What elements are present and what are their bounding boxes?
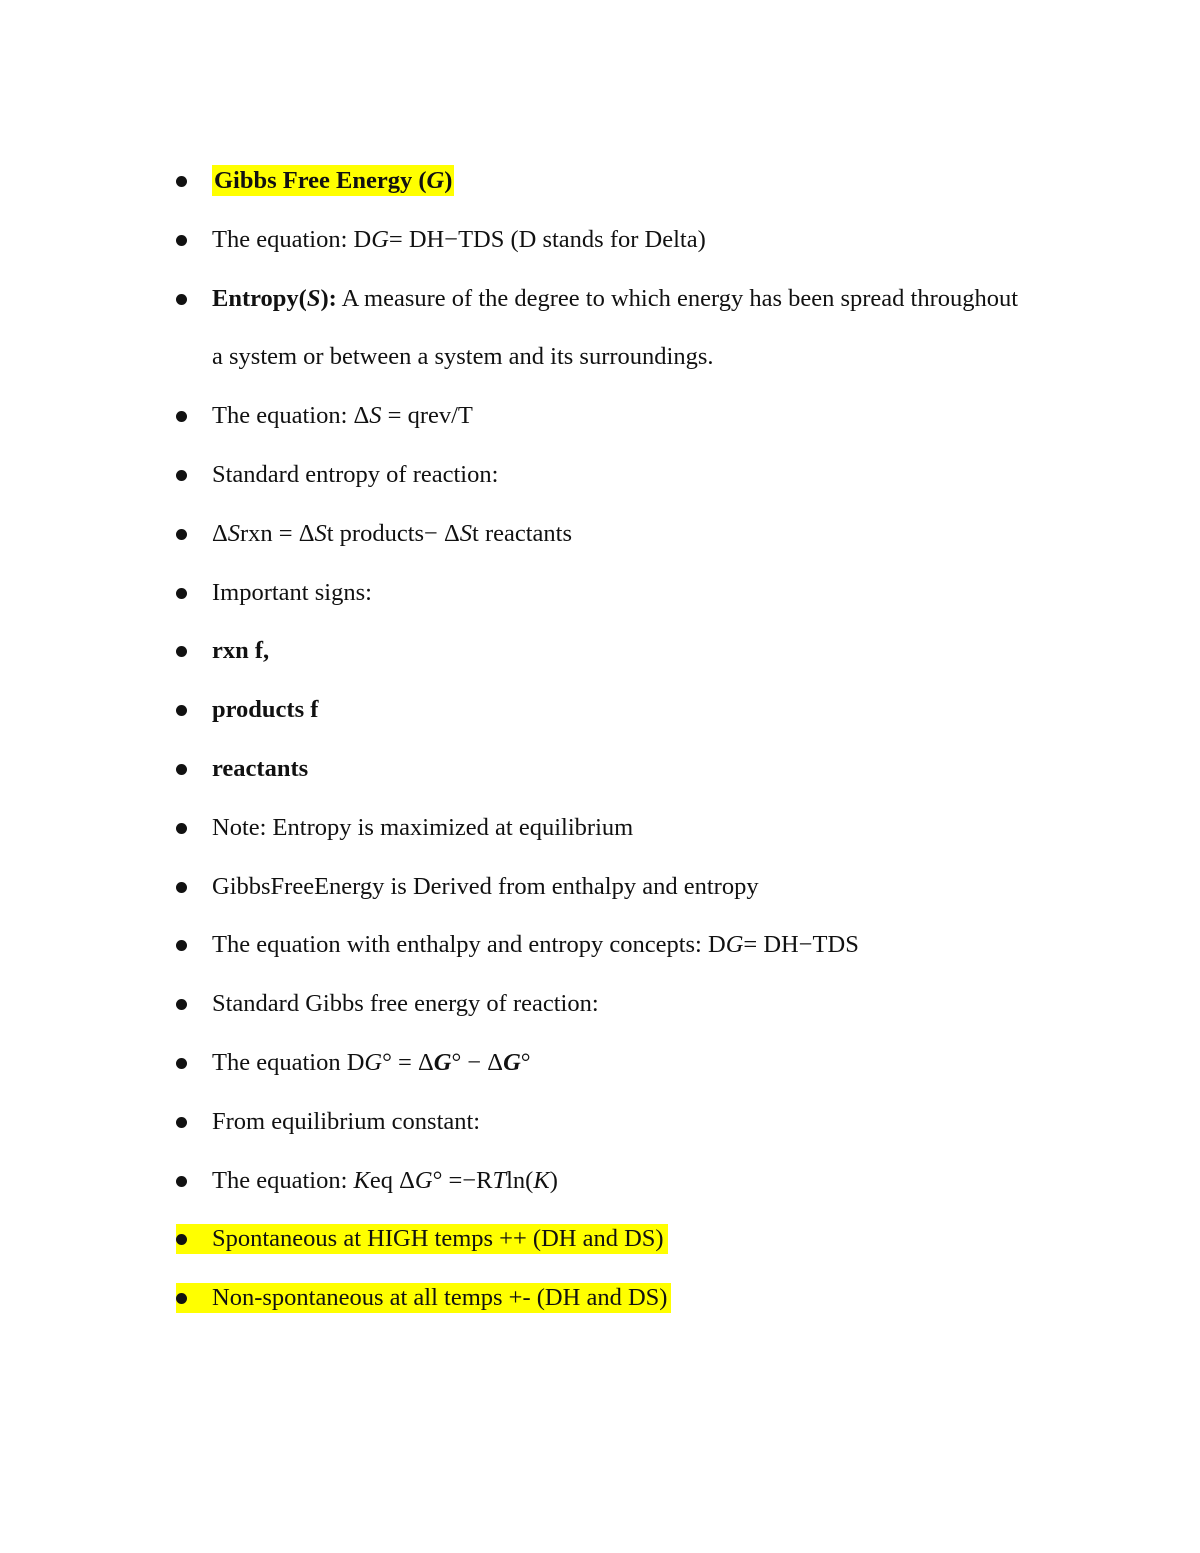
bullet-icon (176, 705, 187, 716)
bullet-icon (176, 470, 187, 481)
list-item-non-spontaneous (176, 1269, 1076, 1328)
list-item-rxn: rxn f, (176, 622, 1076, 681)
list-item-keq-equation: The equation: Keq ΔG° =−RTln(K) (176, 1152, 1076, 1211)
list-item-standard-entropy: Standard entropy of reaction: (176, 446, 1076, 505)
bullet-icon (176, 764, 187, 775)
highlighted-row: Spontaneous at HIGH temps ++ (DH and DS) (176, 1224, 668, 1254)
bullet-icon (176, 529, 187, 540)
list-item-equilibrium-constant: From equilibrium constant: (176, 1093, 1076, 1152)
list-item-entropy-reaction-equation: ΔSrxn = ΔSt products− ΔSt reactants (176, 505, 1076, 564)
bullet-icon (176, 1058, 187, 1069)
bullet-icon (176, 1234, 187, 1245)
bullet-icon (176, 411, 187, 422)
bullet-icon (176, 235, 187, 246)
bullet-icon (176, 294, 187, 305)
bullet-icon (176, 1176, 187, 1187)
list-item-spontaneous-high (176, 1210, 1076, 1269)
list-item-entropy-continuation: a system or between a system and its surroundings. (212, 343, 714, 371)
list-item-enthalpy-entropy-equation: The equation with enthalpy and entropy concepts: DG= DH−TDS (176, 916, 1076, 975)
list-item-gibbs-equation: The equation: DG= DH−TDS (D stands for Delta) (176, 211, 1076, 270)
list-item-entropy-definition: Entropy(S): A measure of the degree to which energy has been spread throughout (176, 270, 1076, 329)
bullet-icon (176, 176, 187, 187)
list-item-note-entropy: Note: Entropy is maximized at equilibrium (176, 799, 1076, 858)
list-item-gibbs-derived: GibbsFreeEnergy is Derived from enthalpy and entropy (176, 858, 1076, 917)
list-item-reactants: reactants (176, 740, 1076, 799)
list-item-standard-gibbs-equation: The equation DG° = ΔG° − ΔG° (176, 1034, 1076, 1093)
bullet-icon (176, 646, 187, 657)
bullet-icon (176, 999, 187, 1010)
list-item-entropy-equation: The equation: ΔS = qrev/T (176, 387, 1076, 446)
list-item-gibbs-title (176, 152, 1076, 211)
bullet-icon (176, 940, 187, 951)
bullet-list (176, 152, 1076, 1328)
bullet-icon (176, 588, 187, 599)
list-item-products: products f (176, 681, 1076, 740)
highlighted-row: Non-spontaneous at all temps +- (DH and DS) (176, 1283, 671, 1313)
bullet-icon (176, 882, 187, 893)
bullet-icon (176, 1117, 187, 1128)
highlighted-heading: Gibbs Free Energy (G) (214, 167, 453, 194)
bullet-icon (176, 1293, 187, 1304)
list-item-important-signs: Important signs: (176, 564, 1076, 623)
list-item-standard-gibbs: Standard Gibbs free energy of reaction: (176, 975, 1076, 1034)
bullet-icon (176, 823, 187, 834)
